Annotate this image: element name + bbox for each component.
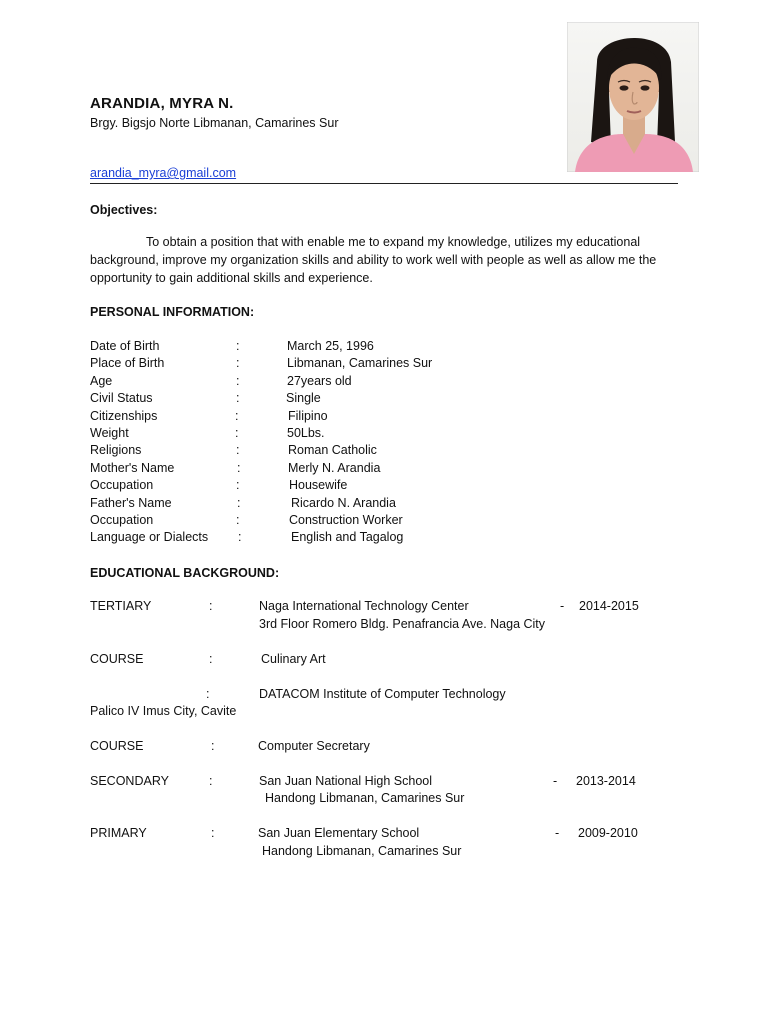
pi-label: Place of Birth	[90, 356, 165, 370]
pi-label: Civil Status	[90, 391, 153, 405]
edu-colon: :	[209, 652, 213, 666]
objectives-text	[90, 233, 680, 287]
edu-colon: :	[206, 687, 210, 701]
datacom-address: Palico IV Imus City, Cavite	[90, 704, 237, 718]
pi-label: Date of Birth	[90, 339, 160, 353]
primary-address: Handong Libmanan, Camarines Sur	[262, 844, 462, 858]
pi-label: Weight	[90, 426, 129, 440]
pi-value: 50Lbs.	[287, 426, 325, 440]
secondary-school: San Juan National High School	[259, 774, 433, 788]
course-label: COURSE	[90, 652, 144, 666]
course-value: Computer Secretary	[258, 739, 370, 753]
pi-label: Citizenships	[90, 409, 158, 423]
course-label: COURSE	[90, 739, 144, 753]
header-divider	[90, 183, 678, 184]
edu-dash: -	[555, 826, 560, 840]
tertiary-school: Naga International Technology Center	[259, 599, 469, 613]
pi-label: Age	[90, 374, 113, 388]
pi-value: 27years old	[287, 374, 352, 388]
pi-label: Father's Name	[90, 496, 172, 510]
pi-colon: :	[235, 426, 239, 440]
edu-colon: :	[209, 774, 213, 788]
pi-colon: :	[237, 496, 241, 510]
secondary-address: Handong Libmanan, Camarines Sur	[265, 791, 465, 805]
applicant-name: ARANDIA, MYRA N.	[90, 95, 234, 112]
pi-label: Language or Dialects	[90, 530, 209, 544]
edu-dash: -	[553, 774, 558, 788]
pi-colon: :	[236, 356, 240, 370]
pi-colon: :	[236, 478, 240, 492]
tertiary-label: TERTIARY	[90, 599, 152, 613]
tertiary-address: 3rd Floor Romero Bldg. Penafrancia Ave. Naga City	[259, 617, 546, 631]
pi-colon: :	[236, 339, 240, 353]
edu-colon: :	[209, 599, 213, 613]
pi-value: Roman Catholic	[288, 443, 377, 457]
primary-label: PRIMARY	[90, 826, 147, 840]
pi-colon: :	[236, 513, 240, 527]
datacom-school: DATACOM Institute of Computer Technology	[259, 687, 506, 701]
pi-value: Libmanan, Camarines Sur	[287, 356, 433, 370]
edu-colon: :	[211, 739, 215, 753]
pi-colon: :	[236, 443, 240, 457]
education-heading: EDUCATIONAL BACKGROUND:	[90, 566, 280, 580]
pi-value: Filipino	[288, 409, 328, 423]
tertiary-years: 2014-2015	[579, 599, 639, 613]
course-value: Culinary Art	[261, 652, 326, 666]
applicant-photo	[567, 22, 699, 172]
pi-value: Construction Worker	[289, 513, 403, 527]
pi-colon: :	[237, 461, 241, 475]
applicant-address: Brgy. Bigsjo Norte Libmanan, Camarines Sur	[90, 116, 339, 130]
secondary-years: 2013-2014	[576, 774, 636, 788]
pi-value: Single	[286, 391, 321, 405]
email-link[interactable]: arandia_myra@gmail.com	[90, 166, 237, 180]
objectives-paragraph: To obtain a position that with enable me to expand my knowledge, utilizes my educational background, improve my organization skills and ability to work well with people as well as allow me the opportunity to gain additional skills and experience.	[90, 235, 657, 285]
pi-value: Merly N. Arandia	[288, 461, 381, 475]
objectives-heading: Objectives:	[90, 203, 158, 217]
pi-label: Occupation	[90, 513, 154, 527]
pi-colon: :	[235, 409, 239, 423]
pi-label: Occupation	[90, 478, 154, 492]
primary-years: 2009-2010	[578, 826, 638, 840]
pi-value: Housewife	[289, 478, 348, 492]
edu-colon: :	[211, 826, 215, 840]
pi-label: Mother's Name	[90, 461, 175, 475]
pi-value: March 25, 1996	[287, 339, 374, 353]
secondary-label: SECONDARY	[90, 774, 169, 788]
pi-value: Ricardo N. Arandia	[291, 496, 396, 510]
primary-school: San Juan Elementary School	[258, 826, 420, 840]
personal-info-heading: PERSONAL INFORMATION:	[90, 305, 255, 319]
pi-colon: :	[236, 391, 240, 405]
pi-value: English and Tagalog	[291, 530, 404, 544]
edu-dash: -	[560, 599, 565, 613]
pi-colon: :	[238, 530, 242, 544]
pi-colon: :	[236, 374, 240, 388]
pi-label: Religions	[90, 443, 142, 457]
